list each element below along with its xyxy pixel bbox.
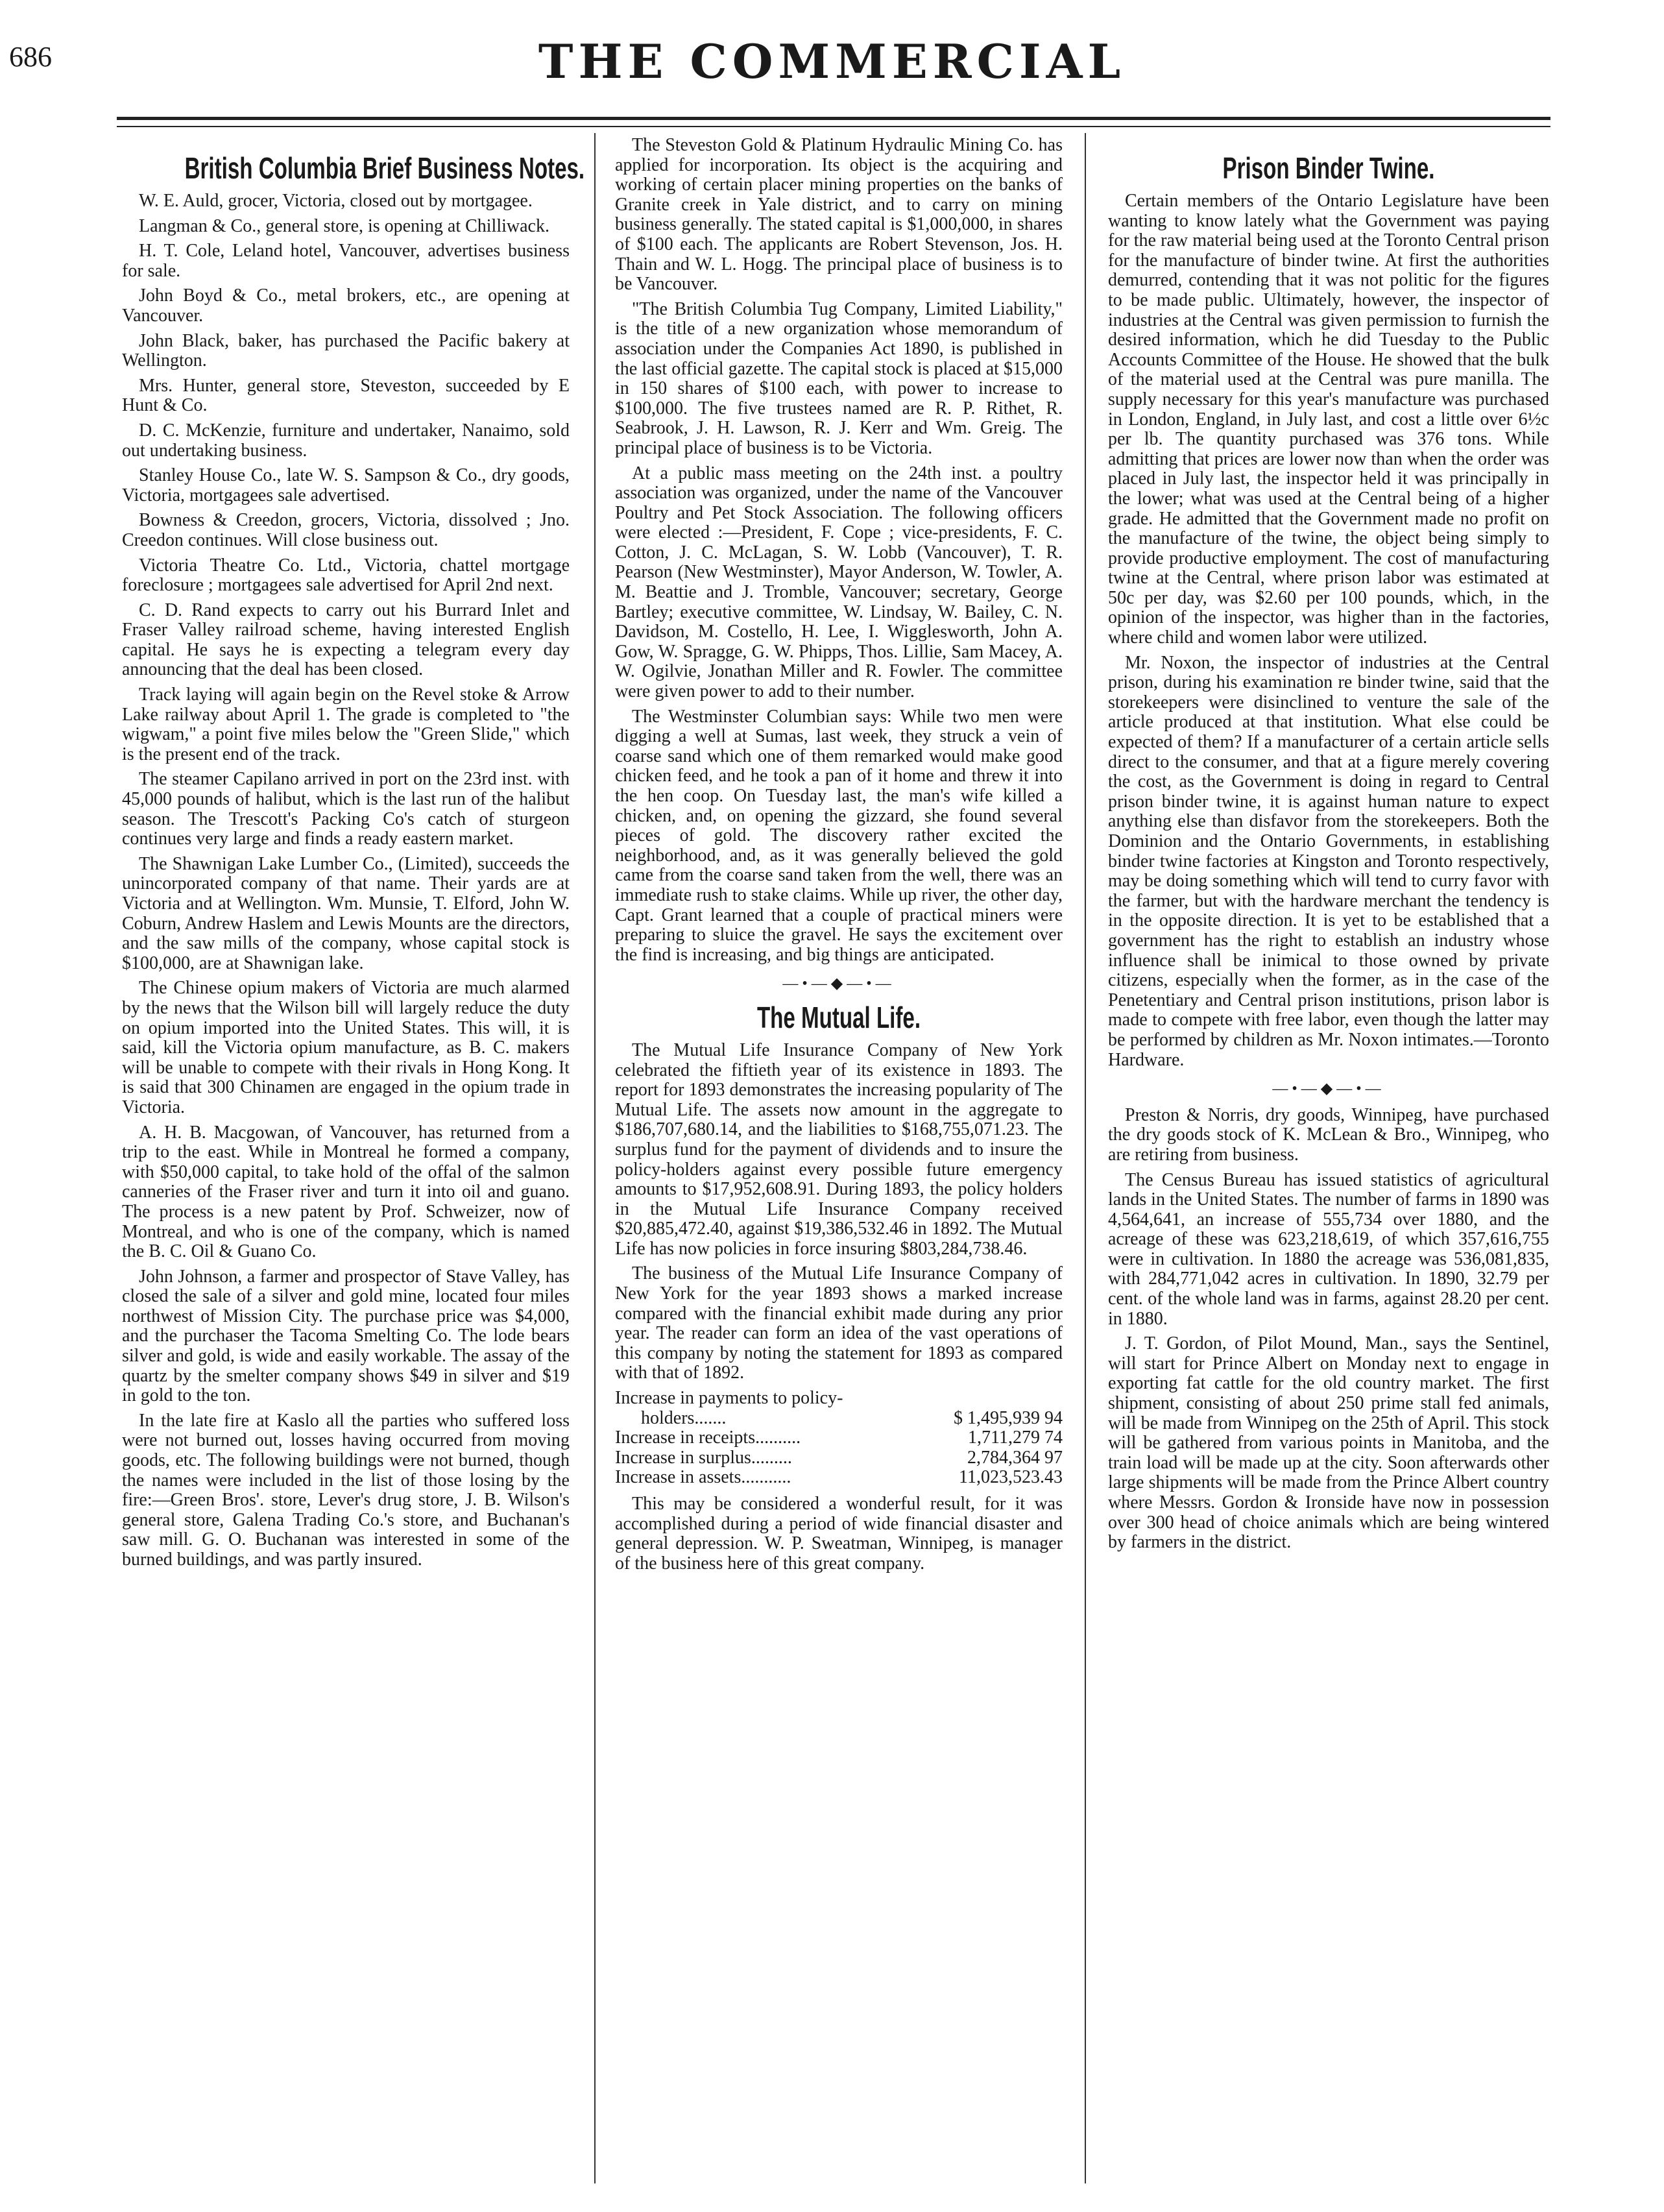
paragraph: D. C. McKenzie, furniture and undertaker, Nanaimo, sold out undertaking business. — [122, 420, 570, 461]
article-body — [615, 1494, 1063, 1574]
article-title: British Columbia Brief Business Notes. — [184, 151, 585, 185]
paragraph: Bowness & Creedon, grocers, Victoria, dissolved ; Jno. Creedon continues. Will close business out. — [122, 510, 570, 550]
article-title: The Mutual Life. — [756, 1000, 921, 1034]
paragraph: At a public mass meeting on the 24th inst. a poultry association was organized, under the name of the Vancouver Poultry and Pet Stock Association. The following officers were elected :—President, F. Cope ; vice-presidents, F. C. Cotton, J. C. McLagan, S. W. Lobb (Vancouver), T. R. Pearson (New Westminster), Mayor Anderson, W. Towler, A. M. Beattie and J. Tromble, Vancouver; secretary, George Bartley; executive committee, W. Lindsay, W. Bailey, C. N. Davidson, M. Costello, H. Lee, I. Wigglesworth, John A. Gow, W. Spragge, G. W. Phipps, Thos. Lillie, Sam Macey, A. W. Ogilvie, Jonathan Miller and R. Fowler. The committee were given power to add to their number. — [615, 463, 1063, 702]
table-label: Increase in assets........... — [615, 1467, 791, 1488]
table-row — [615, 1428, 1063, 1448]
paragraph: The business of the Mutual Life Insurance Company of New York for the year 1893 shows a marked increase compared with the financial exhibit made during any prior year. The reader can form an idea of the vast operations of this company by noting the statement for 1893 as compared with that of 1892. — [615, 1263, 1063, 1383]
paragraph: The Shawnigan Lake Lumber Co., (Limited), succeeds the unincorporated company of that name. Their yards are at Victoria and at Wellington. Wm. Munsie, T. Elford, John W. Coburn, Andrew Haslem and Lewis Mounts are the directors, and the saw mills of the company, whose capital stock is $100,000, are at Shawnigan lake. — [122, 853, 570, 973]
paragraph: In the late fire at Kaslo all the parties who suffered loss were not burned out, losses having occurred from moving goods, etc. The following buildings were not burned, though the names were included in the list of those losing by the fire:—Green Bros'. store, Lever's drug store, J. B. Wilson's general store, Galena Trading Co.'s store, and Buchanan's saw mill. G. O. Buchanan was interested in some of the burned buildings, and was partly insured. — [122, 1410, 570, 1570]
article-body — [122, 191, 570, 1570]
paragraph: Mrs. Hunter, general store, Steveston, succeeded by E Hunt & Co. — [122, 375, 570, 416]
paragraph: The Steveston Gold & Platinum Hydraulic Mining Co. has applied for incorporation. Its object is the acquiring and working of certain placer mining properties on the banks of Granite creek in Yale district, and to carry on mining business generally. The stated capital is $1,000,000, in shares of $100 each. The applicants are Robert Stevenson, Jos. H. Thain and W. L. Hogg. The principal place of business is to be Vancouver. — [615, 135, 1063, 295]
header-rule — [117, 117, 1550, 120]
table-value: $ 1,495,939 94 — [954, 1407, 1063, 1428]
article-title: Prison Binder Twine. — [1222, 151, 1435, 185]
paragraph: Langman & Co., general store, is opening at Chilliwack. — [139, 215, 549, 236]
paragraph: C. D. Rand expects to carry out his Burrard Inlet and Fraser Valley railroad scheme, having interested English capital. He says he is expecting a telegram every day announcing that the deal has been closed. — [122, 600, 570, 680]
table-row — [615, 1409, 1063, 1429]
article-body — [1108, 191, 1549, 1070]
column-divider — [1085, 133, 1086, 2183]
article-body — [1108, 1106, 1549, 1553]
paragraph: Preston & Norris, dry goods, Winnipeg, have purchased the dry goods stock of K. McLean & Bro., Winnipeg, who are retiring from business. — [1108, 1104, 1549, 1165]
paragraph: Mr. Noxon, the inspector of industries at the Central prison, during his examination re binder twine, said that the storekeepers were disinclined to venture the sale of the article produced at that institution. What else could be expected of them? If a manufacturer of a certain article sells direct to the consumer, and that at a figure merely covering the cost, as the Government is doing in regard to Central prison binder twine, it is against human nature to expect anything else than disfavor from the storekeepers. Both the Dominion and the Ontario Governments, in establishing binder twine factories at Kingston and Toronto respectively, may be doing something which will tend to curry favor with the farmer, but with the hardware merchant the tendency is in the opposite direction. It is yet to be established that a government has the right to establish an industry whose influence shall be inimical to those owned by private citizens, especially when the former, as in the case of the Penetentiary and Central prison institutions, prison labor is made to compete with free labor, even though the latter may be performed by children as Mr. Noxon intimates.—Toronto Hardware. — [1108, 652, 1549, 1070]
table-row — [615, 1448, 1063, 1468]
table-value: 11,023,523.43 — [959, 1467, 1063, 1488]
paragraph: W. E. Auld, grocer, Victoria, closed out by mortgagee. — [139, 191, 533, 211]
column-3 — [1108, 133, 1549, 1558]
table-label: Increase in surplus......... — [615, 1447, 792, 1468]
paragraph: The steamer Capilano arrived in port on the 23rd inst. with 45,000 pounds of halibut, which is the last run of the halibut season. The Trescott's Packing Co's catch of sturgeon continues very large and finds a ready eastern market. — [122, 769, 570, 849]
paragraph: Certain members of the Ontario Legislature have been wanting to know lately what the Government was paying for the raw material being used at the Toronto Central prison for the manufacture of binder twine. At first the authorities demurred, contending that it was not politic for the figures to be made public. Ultimately, however, the inspector of industries at the Central was given permission to furnish the desired information, which he did Tuesday to the Public Accounts Committee of the House. He showed that the bulk of the material used at the Central was pure manilla. The supply necessary for this year's manufacture was purchased in London, England, in July last, and cost a little over 6½c per lb. The quantity purchased was 376 tons. While admitting that prices are lower now than when the order was placed in July last, the inspector held it was principally in the lower; what was used at the Central being of a higher grade. He admitted that the Government made no profit on the manufacture of the twine, the object being simply to provide productive employment. The cost of manufacturing twine at the Central, where prison labor was estimated at 50c per day, was $2.60 per 100 pounds, which, in the opinion of the inspector, was higher than in the factories, where child and women labor were utilized. — [1108, 191, 1549, 648]
article-body — [615, 1041, 1063, 1383]
paragraph: The Westminster Columbian says: While two men were digging a well at Sumas, last week, they struck a vein of coarse sand which one of them remarked would make good chicken feed, and he took a pan of it home and threw it into the hen coop. On Tuesday last, the man's wife killed a chicken, and, on opening the gizzard, she found several pieces of gold. The discovery rather excited the neighborhood, and, as it was generally believed the gold came from the coarse sand taken from the well, there was an immediate rush to stake claims. While up river, the other day, Capt. Grant learned that a couple of practical miners were preparing to sluice the gravel. He says the excitement over the find is increasing, and big things are anticipated. — [615, 706, 1063, 965]
table-value: 2,784,364 97 — [967, 1447, 1063, 1468]
table-intro: Increase in payments to policy- — [615, 1388, 843, 1409]
page-number: 686 — [9, 41, 52, 73]
paragraph: The Mutual Life Insurance Company of New York celebrated the fiftieth year of its existence in 1893. The report for 1893 demonstrates the increasing popularity of The Mutual Life. The assets now amount in the aggregate to $186,707,680.14, and the liabilities to $168,755,071.23. The surplus fund for the payment of dividends and to insure the policy-holders against every possible future emergency amounts to $17,952,608.91. During 1893, the policy holders in the Mutual Life Insurance Company received $20,885,472.40, against $19,386,532.46 in 1892. The Mutual Life has now policies in force insuring $803,284,738.46. — [615, 1039, 1063, 1259]
paragraph: Victoria Theatre Co. Ltd., Victoria, chattel mortgage foreclosure ; mortgagees sale advertised for April 2nd next. — [122, 555, 570, 596]
article-body — [615, 136, 1063, 965]
table-label: Increase in receipts.......... — [615, 1428, 801, 1448]
column-1 — [122, 133, 585, 1575]
column-2 — [615, 133, 1063, 1579]
paragraph: H. T. Cole, Leland hotel, Vancouver, advertises business for sale. — [122, 241, 570, 281]
section-separator: —•—◆—•— — [1272, 1080, 1385, 1098]
paragraph: J. T. Gordon, of Pilot Mound, Man., says the Sentinel, will start for Prince Albert on Monday next to engage in exporting fat cattle for the old country market. The first shipment, consisting of about 250 prime stall fed animals, will be made from Winnipeg on the 25th of April. This stock will be gathered from various points in Manitoba, and the train load will be made up at the city. Soon afterwards other large shipments will be made from the Prince Albert country where Messrs. Gordon & Ironside have now in possession over 300 head of choice animals which are being wintered by farmers in the district. — [1108, 1333, 1549, 1553]
table-value: 1,711,279 74 — [968, 1428, 1063, 1448]
paragraph: The Census Bureau has issued statistics of agricultural lands in the United States. The number of farms in 1890 was 4,564,641, an increase of 555,734 over 1880, and the acreage of these was 623,218,619, of which 357,616,755 were in cultivation. In 1880 the acreage was 536,081,835, with 284,771,042 acres in cultivation. In 1890, 32.79 per cent. of the whole land was in farms, against 28.20 per cent. in 1880. — [1108, 1169, 1549, 1329]
financial-table — [615, 1389, 1063, 1488]
masthead: THE COMMERCIAL — [538, 34, 1126, 89]
column-divider — [594, 133, 596, 2183]
paragraph: Stanley House Co., late W. S. Sampson & Co., dry goods, Victoria, mortgagees sale advertised. — [122, 465, 570, 505]
paragraph: "The British Columbia Tug Company, Limited Liability," is the title of a new organization whose memorandum of association under the Companies Act 1890, is published in the last official gazette. The capital stock is placed at $15,000 in 150 shares of $100 each, with power to increase to $100,000. The five trustees named are R. P. Rithet, R. Seabrook, J. H. Lawson, R. J. Kerr and Wm. Greig. The principal place of business is to be Victoria. — [615, 298, 1063, 458]
table-label: holders....... — [641, 1407, 727, 1428]
paragraph: John Johnson, a farmer and prospector of Stave Valley, has closed the sale of a silver and gold mine, located four miles northwest of Mission City. The purchase price was $4,000, and the purchaser the Tacoma Smelting Co. The lode bears silver and gold, is wide and easily workable. The assay of the quartz by the smelter company shows $49 in silver and $19 in gold to the ton. — [122, 1266, 570, 1406]
paragraph: John Boyd & Co., metal brokers, etc., are opening at Vancouver. — [122, 286, 570, 326]
table-rows — [615, 1409, 1063, 1488]
paragraph: A. H. B. Macgowan, of Vancouver, has returned from a trip to the east. While in Montreal he formed a company, with $50,000 capital, to take hold of the offal of the salmon canneries of the Fraser river and turn it into oil and guano. The process is a new patent by Prof. Schweizer, now of Montreal, and who is one of the company, which is named the B. C. Oil & Guano Co. — [122, 1122, 570, 1262]
paragraph: The Chinese opium makers of Victoria are much alarmed by the news that the Wilson bill will largely reduce the duty on opium imported into the United States. This will, it is said, kill the Victoria opium manufacture, as B. C. makers will be unable to compete with their rivals in Hong Kong. It is said that 300 Chinamen are engaged in the opium trade in Victoria. — [122, 978, 570, 1117]
header-rule-thin — [117, 126, 1550, 127]
paragraph: This may be considered a wonderful result, for it was accomplished during a period of wide financial disaster and general depression. W. P. Sweatman, Winnipeg, is manager of the business here of this great company. — [615, 1494, 1063, 1574]
section-separator: —•—◆—•— — [782, 975, 895, 993]
paragraph: John Black, baker, has purchased the Pacific bakery at Wellington. — [122, 330, 570, 371]
table-row — [615, 1468, 1063, 1488]
paragraph: Track laying will again begin on the Revel stoke & Arrow Lake railway about April 1. The grade is completed to "the wigwam," a point five miles below the "Green Slide," which is the present end of the track. — [122, 685, 570, 764]
